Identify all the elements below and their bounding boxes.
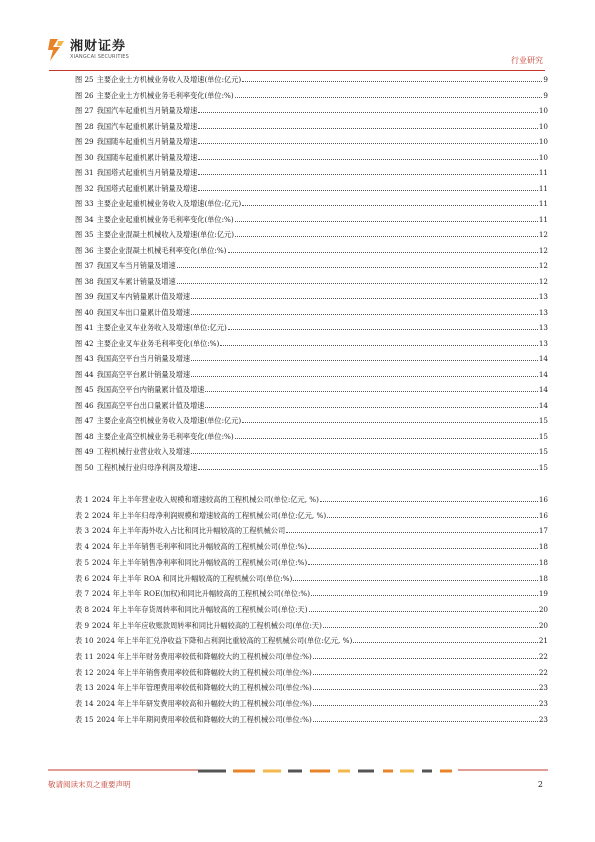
toc-dot-leader bbox=[228, 251, 538, 253]
toc-entry[interactable] bbox=[75, 305, 548, 318]
toc-dot-leader bbox=[313, 688, 538, 690]
toc-entry[interactable] bbox=[75, 586, 548, 599]
toc-entry-title: 2024 年上半年归母净利润规模和增速较高的工程机械公司(单位:亿元, %) bbox=[92, 510, 327, 520]
toc-entry-number: 表 7 bbox=[75, 589, 90, 599]
toc-entry-title: 2024 年上半年海外收入占比和同比升幅较高的工程机械公司 bbox=[92, 526, 286, 536]
toc-entry-page: 22 bbox=[538, 667, 548, 677]
company-logo bbox=[46, 36, 129, 64]
toc-entry-page: 10 bbox=[538, 137, 548, 146]
toc-entry-page: 9 bbox=[543, 90, 548, 100]
toc-entry-number: 图 39 bbox=[75, 292, 94, 301]
toc-entry[interactable] bbox=[75, 665, 548, 678]
footer-stripe bbox=[48, 768, 548, 774]
toc-entry-page: 15 bbox=[538, 462, 548, 472]
toc-entry-number: 图 32 bbox=[75, 183, 94, 193]
toc-entry[interactable] bbox=[75, 212, 548, 225]
toc-entry-number: 图 26 bbox=[75, 90, 94, 100]
toc-dot-leader bbox=[313, 657, 538, 659]
toc-entry[interactable] bbox=[75, 571, 548, 584]
toc-entry-number: 图 34 bbox=[75, 214, 94, 224]
toc-entry-number: 图 31 bbox=[75, 168, 94, 177]
toc-entry-title: 工程机械行业营业收入及增速 bbox=[96, 447, 191, 456]
toc-entry-page: 13 bbox=[538, 323, 548, 332]
toc-dot-leader bbox=[293, 579, 538, 581]
toc-entry[interactable] bbox=[75, 444, 548, 457]
toc-entry-title: 2024 年上半年销售费用率较低和降幅较大的工程机械公司(单位:%) bbox=[96, 667, 312, 677]
toc-entry-number: 图 48 bbox=[75, 431, 94, 441]
toc-dot-leader bbox=[198, 127, 538, 129]
toc-entry-title: 2024 年上半年 ROA 和同比升幅较高的工程机械公司(单位:%) bbox=[92, 573, 293, 583]
toc-entry-page: 18 bbox=[538, 573, 548, 583]
toc-entry-page: 10 bbox=[538, 106, 548, 115]
toc-dot-leader bbox=[311, 594, 538, 596]
toc-entry-number: 图 37 bbox=[75, 261, 94, 270]
toc-entry-title: 2024 年上半年管理费用率较低和降幅较大的工程机械公司(单位:%) bbox=[96, 683, 312, 693]
toc-dot-leader bbox=[323, 626, 538, 628]
toc-entry-title: 2024 年上半年研发费用率较高和升幅较大的工程机械公司(单位:%) bbox=[96, 699, 312, 709]
toc-entry[interactable] bbox=[75, 103, 548, 116]
toc-entry-title: 主要企业叉车业务毛利率变化(单位:%) bbox=[96, 338, 220, 348]
toc-entry[interactable] bbox=[75, 602, 548, 615]
toc-dot-leader bbox=[228, 328, 538, 330]
toc-entry-title: 我国高空平台出口量累计值及增速 bbox=[96, 400, 205, 410]
footer-stripe-segment bbox=[400, 770, 414, 773]
toc-dot-leader bbox=[309, 610, 538, 612]
footer-stripe-segment bbox=[358, 770, 374, 773]
toc-entry-number: 表 15 bbox=[75, 714, 94, 724]
toc-entry-number: 表 1 bbox=[75, 495, 90, 504]
toc-entry[interactable] bbox=[75, 492, 548, 505]
toc-entry-number: 图 29 bbox=[75, 137, 94, 146]
toc-dot-leader bbox=[191, 313, 538, 315]
toc-dot-leader bbox=[191, 375, 538, 377]
toc-entry-page: 23 bbox=[538, 714, 548, 724]
toc-entry-title: 工程机械行业归母净利润及增速 bbox=[96, 462, 198, 472]
toc-entry[interactable] bbox=[75, 196, 548, 209]
footer-stripe-segment bbox=[233, 770, 255, 773]
toc-entry-number: 图 45 bbox=[75, 385, 94, 394]
toc-entry-page: 14 bbox=[538, 400, 548, 410]
toc-entry-page: 21 bbox=[538, 636, 548, 646]
toc-dot-leader bbox=[313, 720, 538, 722]
toc-entry-title: 2024 年上半年汇兑净收益下降和占利润比重较高的工程机械公司(单位:亿元, %) bbox=[96, 636, 353, 646]
toc-entry[interactable] bbox=[75, 336, 548, 349]
toc-entry-title: 主要企业混凝土机械收入及增速(单位:亿元) bbox=[96, 230, 235, 239]
toc-dot-leader bbox=[235, 220, 538, 222]
toc-dot-leader bbox=[327, 516, 538, 518]
toc-entry-number: 表 6 bbox=[75, 573, 90, 583]
toc-dot-leader bbox=[286, 531, 538, 533]
toc-dot-leader bbox=[177, 282, 538, 284]
toc-entry[interactable] bbox=[75, 429, 548, 442]
toc-entry[interactable] bbox=[75, 72, 548, 85]
toc-entry-title: 我国随车起重机当月销量及增速 bbox=[96, 137, 198, 146]
toc-entry-number: 表 10 bbox=[75, 636, 94, 646]
toc-dot-leader bbox=[198, 158, 538, 160]
toc-entry[interactable] bbox=[75, 508, 548, 521]
toc-entry[interactable] bbox=[75, 460, 548, 473]
toc-entry-number: 图 28 bbox=[75, 121, 94, 131]
toc-entry-page: 23 bbox=[538, 683, 548, 693]
footer-stripe-segment bbox=[422, 770, 432, 773]
toc-entry-page: 10 bbox=[538, 121, 548, 131]
toc-dot-leader bbox=[205, 390, 537, 392]
toc-entry-title: 2024 年上半年 ROE(加权)和同比升幅较高的工程机械公司(单位:%) bbox=[92, 589, 311, 599]
toc-entry[interactable] bbox=[75, 633, 548, 646]
toc-entry-page: 20 bbox=[538, 620, 548, 630]
toc-entry-page: 18 bbox=[538, 542, 548, 552]
toc-dot-leader bbox=[198, 468, 538, 470]
toc-entry-number: 表 14 bbox=[75, 699, 94, 709]
toc-entry[interactable] bbox=[75, 243, 548, 256]
toc-dot-leader bbox=[308, 547, 538, 549]
toc-entry[interactable] bbox=[75, 539, 548, 552]
header-divider bbox=[49, 70, 545, 71]
footer-stripe-segment bbox=[48, 770, 198, 771]
toc-dot-leader bbox=[198, 173, 538, 175]
toc-entry[interactable] bbox=[75, 134, 548, 147]
toc-entry-title: 主要企业高空机械业务毛利率变化(单位:%) bbox=[96, 431, 234, 441]
toc-dot-leader bbox=[191, 452, 538, 454]
toc-entry-number: 图 46 bbox=[75, 400, 94, 410]
toc-entry-number: 图 30 bbox=[75, 152, 94, 162]
toc-entry-number: 图 44 bbox=[75, 369, 94, 379]
toc-entry-number: 图 50 bbox=[75, 462, 94, 472]
toc-entry-number: 图 27 bbox=[75, 106, 94, 115]
toc-entry-title: 我国叉车累计销量及增速 bbox=[96, 276, 176, 286]
footer-disclaimer: 敬请阅读末页之重要声明 bbox=[48, 780, 131, 789]
toc-entry-title: 我国高空平台累计销量及增速 bbox=[96, 369, 191, 379]
toc-entry-number: 表 13 bbox=[75, 683, 94, 693]
toc-entry-page: 14 bbox=[538, 385, 548, 394]
toc-entry-page: 14 bbox=[538, 369, 548, 379]
toc-entry-page: 23 bbox=[538, 699, 548, 709]
toc-dot-leader bbox=[177, 266, 538, 268]
toc-entry-number: 表 2 bbox=[75, 510, 90, 520]
toc-entry-page: 9 bbox=[543, 75, 548, 84]
toc-entry-page: 10 bbox=[538, 152, 548, 162]
toc-dot-leader bbox=[320, 500, 538, 502]
toc-entry-title: 2024 年上半年财务费用率较低和降幅较大的工程机械公司(单位:%) bbox=[96, 652, 312, 661]
toc-entry-title: 我国汽车起重机累计销量及增速 bbox=[96, 121, 198, 131]
toc-entry-page: 11 bbox=[538, 168, 548, 177]
toc-entry-page: 22 bbox=[538, 652, 548, 661]
toc-dot-leader bbox=[313, 704, 538, 706]
toc-entry-number: 表 5 bbox=[75, 557, 90, 567]
toc-entry-page: 18 bbox=[538, 557, 548, 567]
toc-entry-page: 17 bbox=[538, 526, 548, 536]
footer-stripe-segment bbox=[383, 770, 393, 773]
toc-entry-title: 我国叉车出口量累计值及增速 bbox=[96, 307, 191, 317]
toc-dot-leader bbox=[198, 142, 538, 144]
toc-entry-page: 12 bbox=[538, 230, 548, 239]
toc-entry-title: 我国塔式起重机当月销量及增速 bbox=[96, 168, 198, 177]
toc-dot-leader bbox=[313, 673, 538, 675]
toc-entry-number: 图 25 bbox=[75, 75, 94, 84]
toc-dot-leader bbox=[308, 563, 538, 565]
toc-entry-page: 20 bbox=[538, 604, 548, 614]
toc-entry-page: 11 bbox=[538, 199, 548, 208]
toc-entry[interactable] bbox=[75, 555, 548, 568]
toc-entry-title: 主要企业土方机械业务毛利率变化(单位:%) bbox=[96, 90, 234, 100]
toc-entry-page: 16 bbox=[538, 495, 548, 504]
toc-entry-number: 图 42 bbox=[75, 338, 94, 348]
toc-entry-title: 2024 年上半年期间费用率较低和降幅较大的工程机械公司(单位:%) bbox=[96, 714, 312, 724]
toc-entry-title: 我国高空平台当月销量及增速 bbox=[96, 354, 191, 363]
toc-entry-page: 12 bbox=[538, 276, 548, 286]
toc-entry-number: 表 12 bbox=[75, 667, 94, 677]
toc-entry-page: 12 bbox=[538, 261, 548, 270]
page-number: 2 bbox=[537, 780, 543, 789]
toc-entry-page: 12 bbox=[538, 245, 548, 255]
toc-dot-leader bbox=[242, 204, 538, 206]
toc-entry[interactable] bbox=[75, 649, 548, 662]
toc-entry-page: 13 bbox=[538, 292, 548, 301]
toc-entry[interactable] bbox=[75, 398, 548, 411]
toc-entry-number: 图 33 bbox=[75, 199, 94, 208]
toc-dot-leader bbox=[205, 406, 537, 408]
toc-dot-leader bbox=[198, 189, 538, 191]
toc-entry-number: 图 36 bbox=[75, 245, 94, 255]
toc-entry-title: 主要企业起重机械业务收入及增速(单位:亿元) bbox=[96, 199, 242, 208]
toc-entry-title: 主要企业起重机械业务毛利率变化(单位:%) bbox=[96, 214, 234, 224]
toc-dot-leader bbox=[235, 96, 543, 98]
toc-entry-title: 我国叉车内销量累计值及增速 bbox=[96, 292, 191, 301]
toc-entry-title: 2024 年上半年存货周转率和同比升幅较高的工程机械公司(单位:天) bbox=[92, 604, 308, 614]
toc-entry[interactable] bbox=[75, 523, 548, 536]
footer-stripe-segment bbox=[198, 770, 226, 773]
toc-dot-leader bbox=[191, 359, 538, 361]
toc-entry[interactable] bbox=[75, 274, 548, 287]
toc-entry[interactable] bbox=[75, 413, 548, 426]
toc-dot-leader bbox=[220, 344, 538, 346]
toc-entry-page: 14 bbox=[538, 354, 548, 363]
toc-entry[interactable] bbox=[75, 227, 548, 240]
toc-entry[interactable] bbox=[75, 382, 548, 395]
toc-entry-number: 表 9 bbox=[75, 620, 90, 630]
footer-stripe-segment bbox=[263, 770, 281, 773]
toc-dot-leader bbox=[242, 421, 538, 423]
toc-entry[interactable] bbox=[75, 696, 548, 709]
toc-dot-leader bbox=[191, 297, 538, 299]
toc-entry-title: 我国高空平台内销量累计值及增速 bbox=[96, 385, 205, 394]
toc-entry[interactable] bbox=[75, 119, 548, 132]
brand-name-en: XIANGCAI SECURITIES bbox=[70, 54, 130, 60]
toc-entry[interactable] bbox=[75, 680, 548, 693]
toc-entry[interactable] bbox=[75, 289, 548, 302]
footer-stripe-segment bbox=[458, 770, 548, 771]
toc-entry-page: 15 bbox=[538, 447, 548, 456]
toc-entry-page: 16 bbox=[538, 510, 548, 520]
toc-entry-number: 表 4 bbox=[75, 542, 90, 552]
footer-stripe-segment bbox=[440, 770, 452, 773]
toc-entry-title: 我国叉车当月销量及增速 bbox=[96, 261, 176, 270]
toc-entry-title: 主要企业高空机械业务收入及增速(单位:亿元) bbox=[96, 416, 242, 425]
toc-entry-title: 2024 年上半年营业收入规模和增速较高的工程机械公司(单位:亿元, %) bbox=[92, 495, 319, 504]
toc-entry[interactable] bbox=[75, 165, 548, 178]
toc-dot-leader bbox=[198, 111, 538, 113]
footer-stripe-segment bbox=[310, 770, 330, 773]
toc-entry[interactable] bbox=[75, 367, 548, 380]
toc-entry-title: 主要企业土方机械业务收入及增速(单位:亿元) bbox=[96, 75, 242, 84]
toc-entry-title: 我国汽车起重机当月销量及增速 bbox=[96, 106, 198, 115]
toc-entry[interactable] bbox=[75, 88, 548, 101]
toc-entry-number: 图 47 bbox=[75, 416, 94, 425]
toc-entry-title: 2024 年上半年应收账款周转率和同比升幅较高的工程机械公司(单位:天) bbox=[92, 620, 322, 630]
toc-entry-number: 图 40 bbox=[75, 307, 94, 317]
toc-entry-number: 图 38 bbox=[75, 276, 94, 286]
toc-entry[interactable] bbox=[75, 150, 548, 163]
brand-name-cn: 湘财证券 bbox=[70, 39, 127, 54]
toc-entry-number: 图 41 bbox=[75, 323, 94, 332]
toc-entry-title: 主要企业叉车业务收入及增速(单位:亿元) bbox=[96, 323, 227, 332]
toc-entry-page: 15 bbox=[538, 431, 548, 441]
toc-entry[interactable] bbox=[75, 181, 548, 194]
toc-entry-page: 11 bbox=[538, 214, 548, 224]
toc-entry-page: 11 bbox=[538, 183, 548, 193]
toc-entry-page: 13 bbox=[538, 307, 548, 317]
toc-entry-page: 13 bbox=[538, 338, 548, 348]
toc-entry-number: 表 8 bbox=[75, 604, 90, 614]
toc-entry[interactable] bbox=[75, 258, 548, 271]
footer-stripe-segment bbox=[338, 770, 350, 773]
xiangcai-logo-icon bbox=[46, 37, 66, 63]
toc-entry-title: 主要企业混凝土机械毛利率变化(单位:%) bbox=[96, 245, 227, 255]
toc-dot-leader bbox=[242, 80, 542, 82]
toc-entry-number: 表 3 bbox=[75, 526, 90, 536]
toc-entry[interactable] bbox=[75, 320, 548, 333]
toc-dot-leader bbox=[353, 641, 538, 643]
toc-entry-title: 2024 年上半年销售毛利率和同比升幅较高的工程机械公司(单位:%) bbox=[92, 542, 308, 552]
footer-stripe-segment bbox=[288, 770, 302, 773]
toc-entry-number: 图 35 bbox=[75, 230, 94, 239]
toc-entry[interactable] bbox=[75, 351, 548, 364]
toc-entry-number: 表 11 bbox=[75, 652, 94, 661]
section-label: 行业研究 bbox=[511, 56, 543, 65]
toc-entry-title: 我国塔式起重机累计销量及增速 bbox=[96, 183, 198, 193]
toc-entry-number: 图 43 bbox=[75, 354, 94, 363]
toc-dot-leader bbox=[235, 437, 538, 439]
toc-entry[interactable] bbox=[75, 712, 548, 725]
toc-entry-title: 我国随车起重机累计销量及增速 bbox=[96, 152, 198, 162]
toc-entry[interactable] bbox=[75, 618, 548, 631]
toc-entry-number: 图 49 bbox=[75, 447, 94, 456]
toc-entry-page: 15 bbox=[538, 416, 548, 425]
toc-dot-leader bbox=[235, 235, 538, 237]
toc-entry-page: 19 bbox=[538, 589, 548, 599]
toc-entry-title: 2024 年上半年销售净利率和同比升幅较高的工程机械公司(单位:%) bbox=[92, 557, 308, 567]
